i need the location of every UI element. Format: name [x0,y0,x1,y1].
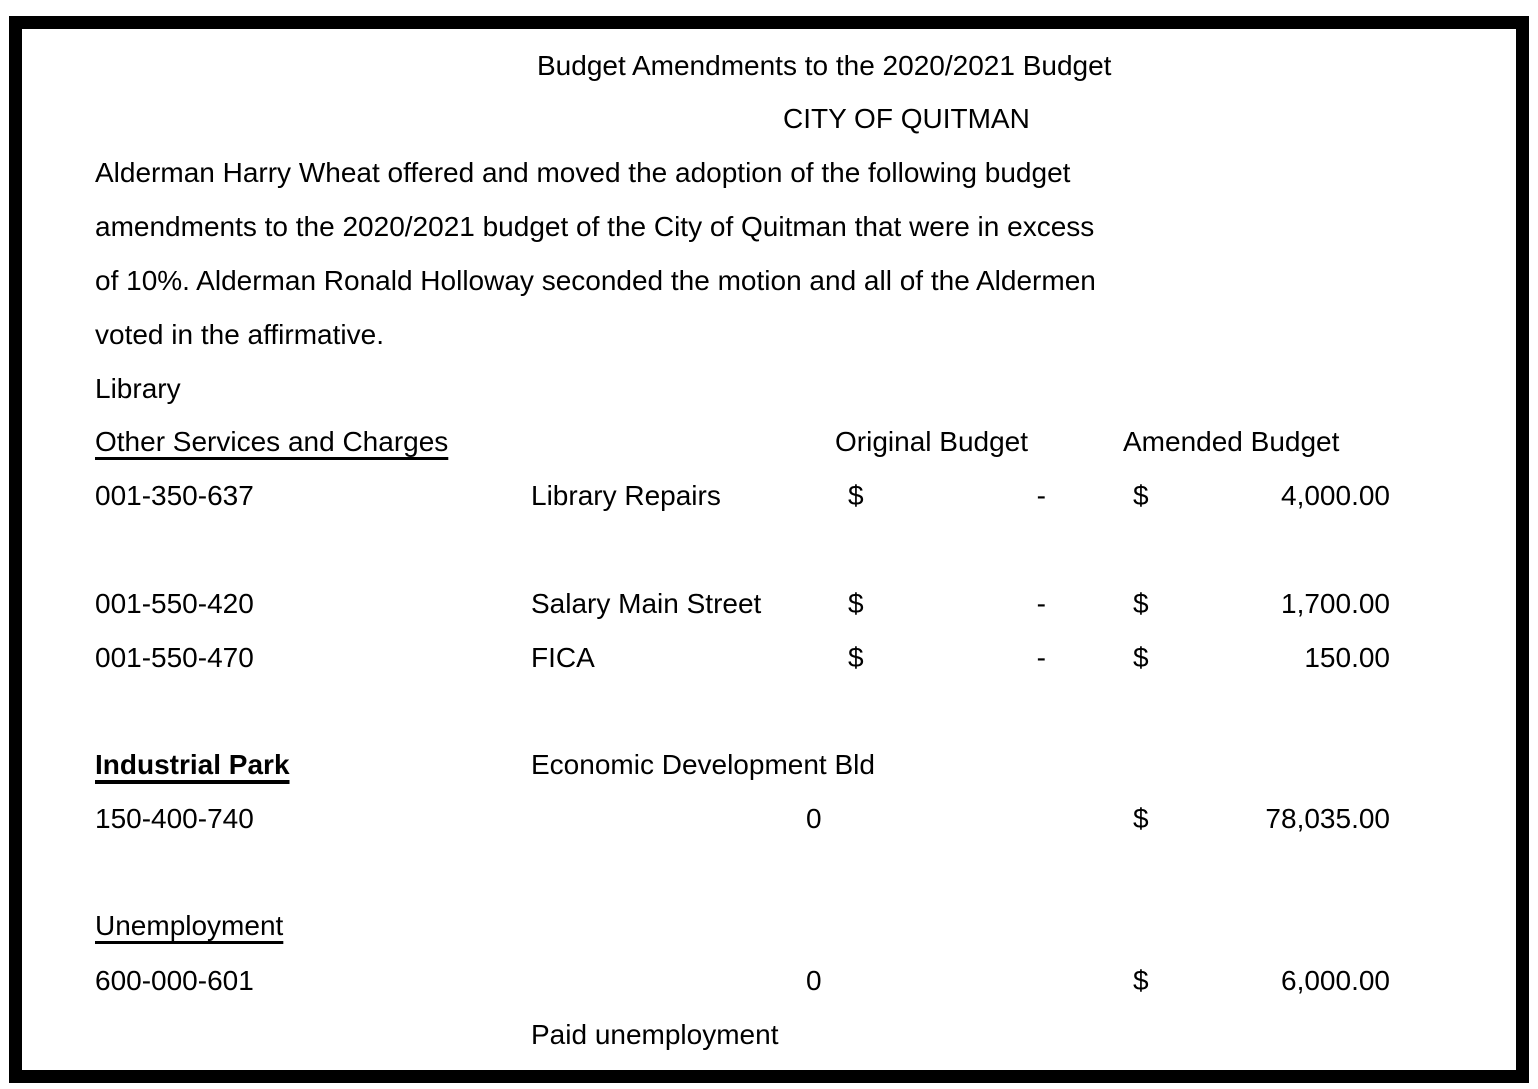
original-amount: - [1036,588,1046,619]
paragraph-text: Alderman Harry Wheat offered and moved the adoption of the following budget [95,157,1071,188]
table-row [0,469,1538,523]
section-library-line [0,362,1538,416]
amended-currency-symbol: $ [1133,480,1149,511]
subsection-other-services: Other Services and Charges [95,426,449,457]
section-industrial-park-line [0,738,1538,792]
table-row [0,792,1538,846]
title-line [0,39,1538,93]
note-line [0,1008,1538,1062]
column-header-line [0,415,1538,469]
table-row [0,577,1538,631]
amended-amount: 150.00 [1304,642,1390,673]
paragraph-line [0,146,1538,200]
amended-currency-symbol: $ [1133,642,1149,673]
column-header-amended-budget: Amended Budget [1123,426,1340,457]
amended-currency-symbol: $ [1133,965,1149,996]
paragraph-text: voted in the affirmative. [95,319,384,350]
column-header-original-budget: Original Budget [835,426,1029,457]
account-code: 150-400-740 [95,803,254,834]
original-currency-symbol: $ [848,588,864,619]
original-amount: - [1036,480,1046,511]
amended-amount: 6,000.00 [1281,965,1390,996]
paragraph-line [0,308,1538,362]
document-subtitle: CITY OF QUITMAN [783,103,1030,134]
line-item-description: Salary Main Street [531,588,762,619]
table-row [0,631,1538,685]
paragraph-line [0,200,1538,254]
amended-currency-symbol: $ [1133,803,1149,834]
line-item-description: Library Repairs [531,480,721,511]
section-unemployment-line [0,899,1538,953]
document-title: Budget Amendments to the 2020/2021 Budget [537,50,1112,81]
paragraph-text: amendments to the 2020/2021 budget of the City of Quitman that were in excess [95,211,1095,242]
amended-amount: 4,000.00 [1281,480,1390,511]
account-code: 001-550-420 [95,588,254,619]
line-item-description: Economic Development Bld [531,749,875,780]
paragraph-line [0,254,1538,308]
subtitle-line [0,92,1538,146]
line-item-description: FICA [531,642,595,673]
amended-currency-symbol: $ [1133,588,1149,619]
table-row [0,954,1538,1008]
original-amount: - [1036,642,1046,673]
account-code: 001-550-470 [95,642,254,673]
original-amount: 0 [806,803,822,834]
original-currency-symbol: $ [848,480,864,511]
section-label-unemployment: Unemployment [95,910,284,941]
section-label-library: Library [95,373,181,404]
original-currency-symbol: $ [848,642,864,673]
note-paid-unemployment: Paid unemployment [531,1019,779,1050]
account-code: 001-350-637 [95,480,254,511]
amended-amount: 1,700.00 [1281,588,1390,619]
account-code: 600-000-601 [95,965,254,996]
section-label-industrial-park: Industrial Park [95,749,290,780]
paragraph-text: of 10%. Alderman Ronald Holloway seconded the motion and all of the Aldermen [95,265,1096,296]
amended-amount: 78,035.00 [1265,803,1390,834]
original-amount: 0 [806,965,822,996]
